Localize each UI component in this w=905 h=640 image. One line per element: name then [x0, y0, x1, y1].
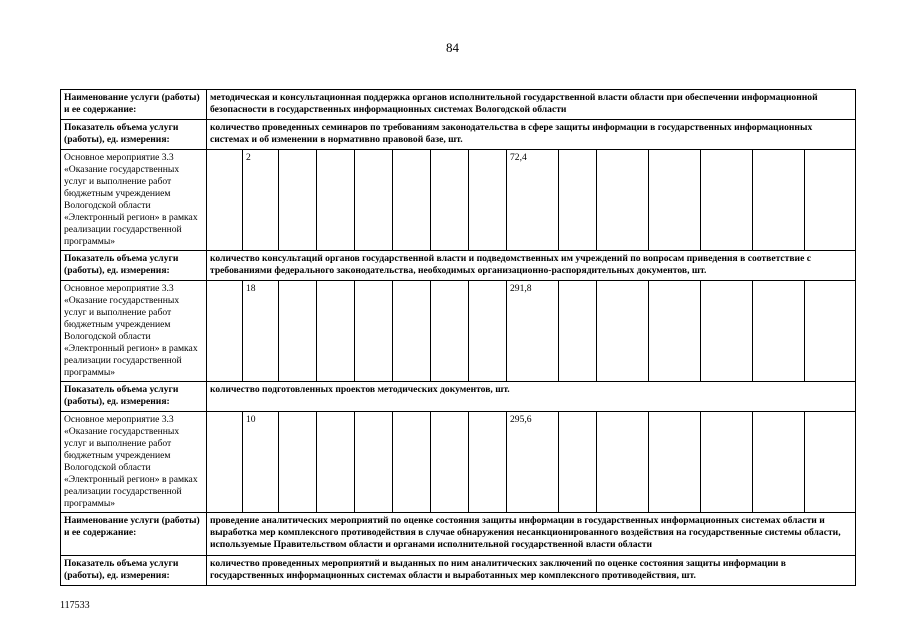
value-cell [355, 150, 393, 251]
value-cell [393, 412, 431, 513]
value-cell [393, 281, 431, 382]
value-cell [207, 150, 243, 251]
value-cell [559, 150, 597, 251]
value-cell [355, 412, 393, 513]
table-row [61, 412, 856, 513]
value-cell [469, 281, 507, 382]
value-cell [701, 150, 753, 251]
row-header-value: количество консультаций органов государственной власти и подведомственных им учреждений по вопросам приведения в соответствие с требованиями федерального законодательства, необходимых организационно-распорядительных документов, шт. [207, 251, 856, 281]
value-cell [279, 150, 317, 251]
value-cell [317, 150, 355, 251]
value-cell [469, 412, 507, 513]
row-header-label: Показатель объема услуги (работы), ед. измерения: [61, 556, 207, 586]
value-cell [559, 412, 597, 513]
value-cell [597, 150, 649, 251]
table-row [61, 251, 856, 281]
value-cell [207, 412, 243, 513]
value-cell [753, 150, 805, 251]
activity-label: Основное мероприятие 3.3 «Оказание государственных услуг и выполнение работ бюджетным учреждением Вологодской области «Электронный регион» в рамках реализации государственной программы» [61, 412, 207, 513]
table-body [61, 90, 856, 586]
row-header-label: Показатель объема услуги (работы), ед. измерения: [61, 382, 207, 412]
table-row [61, 382, 856, 412]
value-cell [649, 281, 701, 382]
value-cell: 295,6 [507, 412, 559, 513]
table-row [61, 150, 856, 251]
row-header-label: Показатель объема услуги (работы), ед. измерения: [61, 251, 207, 281]
value-cell [317, 281, 355, 382]
value-cell [805, 150, 856, 251]
value-cell [805, 281, 856, 382]
row-header-value: проведение аналитических мероприятий по оценке состояния защиты информации в государственных информационных системах области и выработка мер комплексного противодействия в случае обнаружения несанкционированного воздействия на государственные системы области, используемые Правительством области и органами исполнительной государственной власти области [207, 513, 856, 556]
value-cell [431, 412, 469, 513]
table-row [61, 90, 856, 120]
value-cell [753, 281, 805, 382]
value-cell [317, 412, 355, 513]
document-code: 117533 [60, 600, 90, 611]
value-cell [431, 150, 469, 251]
value-cell [597, 412, 649, 513]
row-header-label: Показатель объема услуги (работы), ед. измерения: [61, 120, 207, 150]
value-cell [279, 281, 317, 382]
table-row [61, 556, 856, 586]
row-header-value: количество подготовленных проектов методических документов, шт. [207, 382, 856, 412]
value-cell [279, 412, 317, 513]
activity-label: Основное мероприятие 3.3 «Оказание государственных услуг и выполнение работ бюджетным учреждением Вологодской области «Электронный регион» в рамках реализации государственной программы» [61, 150, 207, 251]
value-cell [649, 412, 701, 513]
value-cell: 18 [243, 281, 279, 382]
value-cell [469, 150, 507, 251]
row-header-value: методическая и консультационная поддержка органов исполнительной государственной власти области при обеспечении информационной безопасности в государственных информационных системах Вологодской области [207, 90, 856, 120]
value-cell [805, 412, 856, 513]
value-cell: 72,4 [507, 150, 559, 251]
program-table [60, 89, 856, 586]
value-cell [649, 150, 701, 251]
table-row [61, 513, 856, 556]
value-cell [431, 281, 469, 382]
table-row [61, 281, 856, 382]
value-cell: 2 [243, 150, 279, 251]
value-cell [753, 412, 805, 513]
value-cell [559, 281, 597, 382]
value-cell [701, 412, 753, 513]
row-header-label: Наименование услуги (работы) и ее содержание: [61, 90, 207, 120]
value-cell [701, 281, 753, 382]
value-cell [355, 281, 393, 382]
row-header-label: Наименование услуги (работы) и ее содержание: [61, 513, 207, 556]
value-cell [207, 281, 243, 382]
value-cell [597, 281, 649, 382]
value-cell [393, 150, 431, 251]
page-number: 84 [446, 40, 459, 55]
value-cell: 10 [243, 412, 279, 513]
row-header-value: количество проведенных мероприятий и выданных по ним аналитических заключений по оценке состояния защиты информации в государственных информационных системах области и выработанных мер комплексного противодействия, шт. [207, 556, 856, 586]
table-row [61, 120, 856, 150]
value-cell: 291,8 [507, 281, 559, 382]
activity-label: Основное мероприятие 3.3 «Оказание государственных услуг и выполнение работ бюджетным учреждением Вологодской области «Электронный регион» в рамках реализации государственной программы» [61, 281, 207, 382]
row-header-value: количество проведенных семинаров по требованиям законодательства в сфере защиты информации в государственных информационных системах и об изменении в нормативно правовой базе, шт. [207, 120, 856, 150]
